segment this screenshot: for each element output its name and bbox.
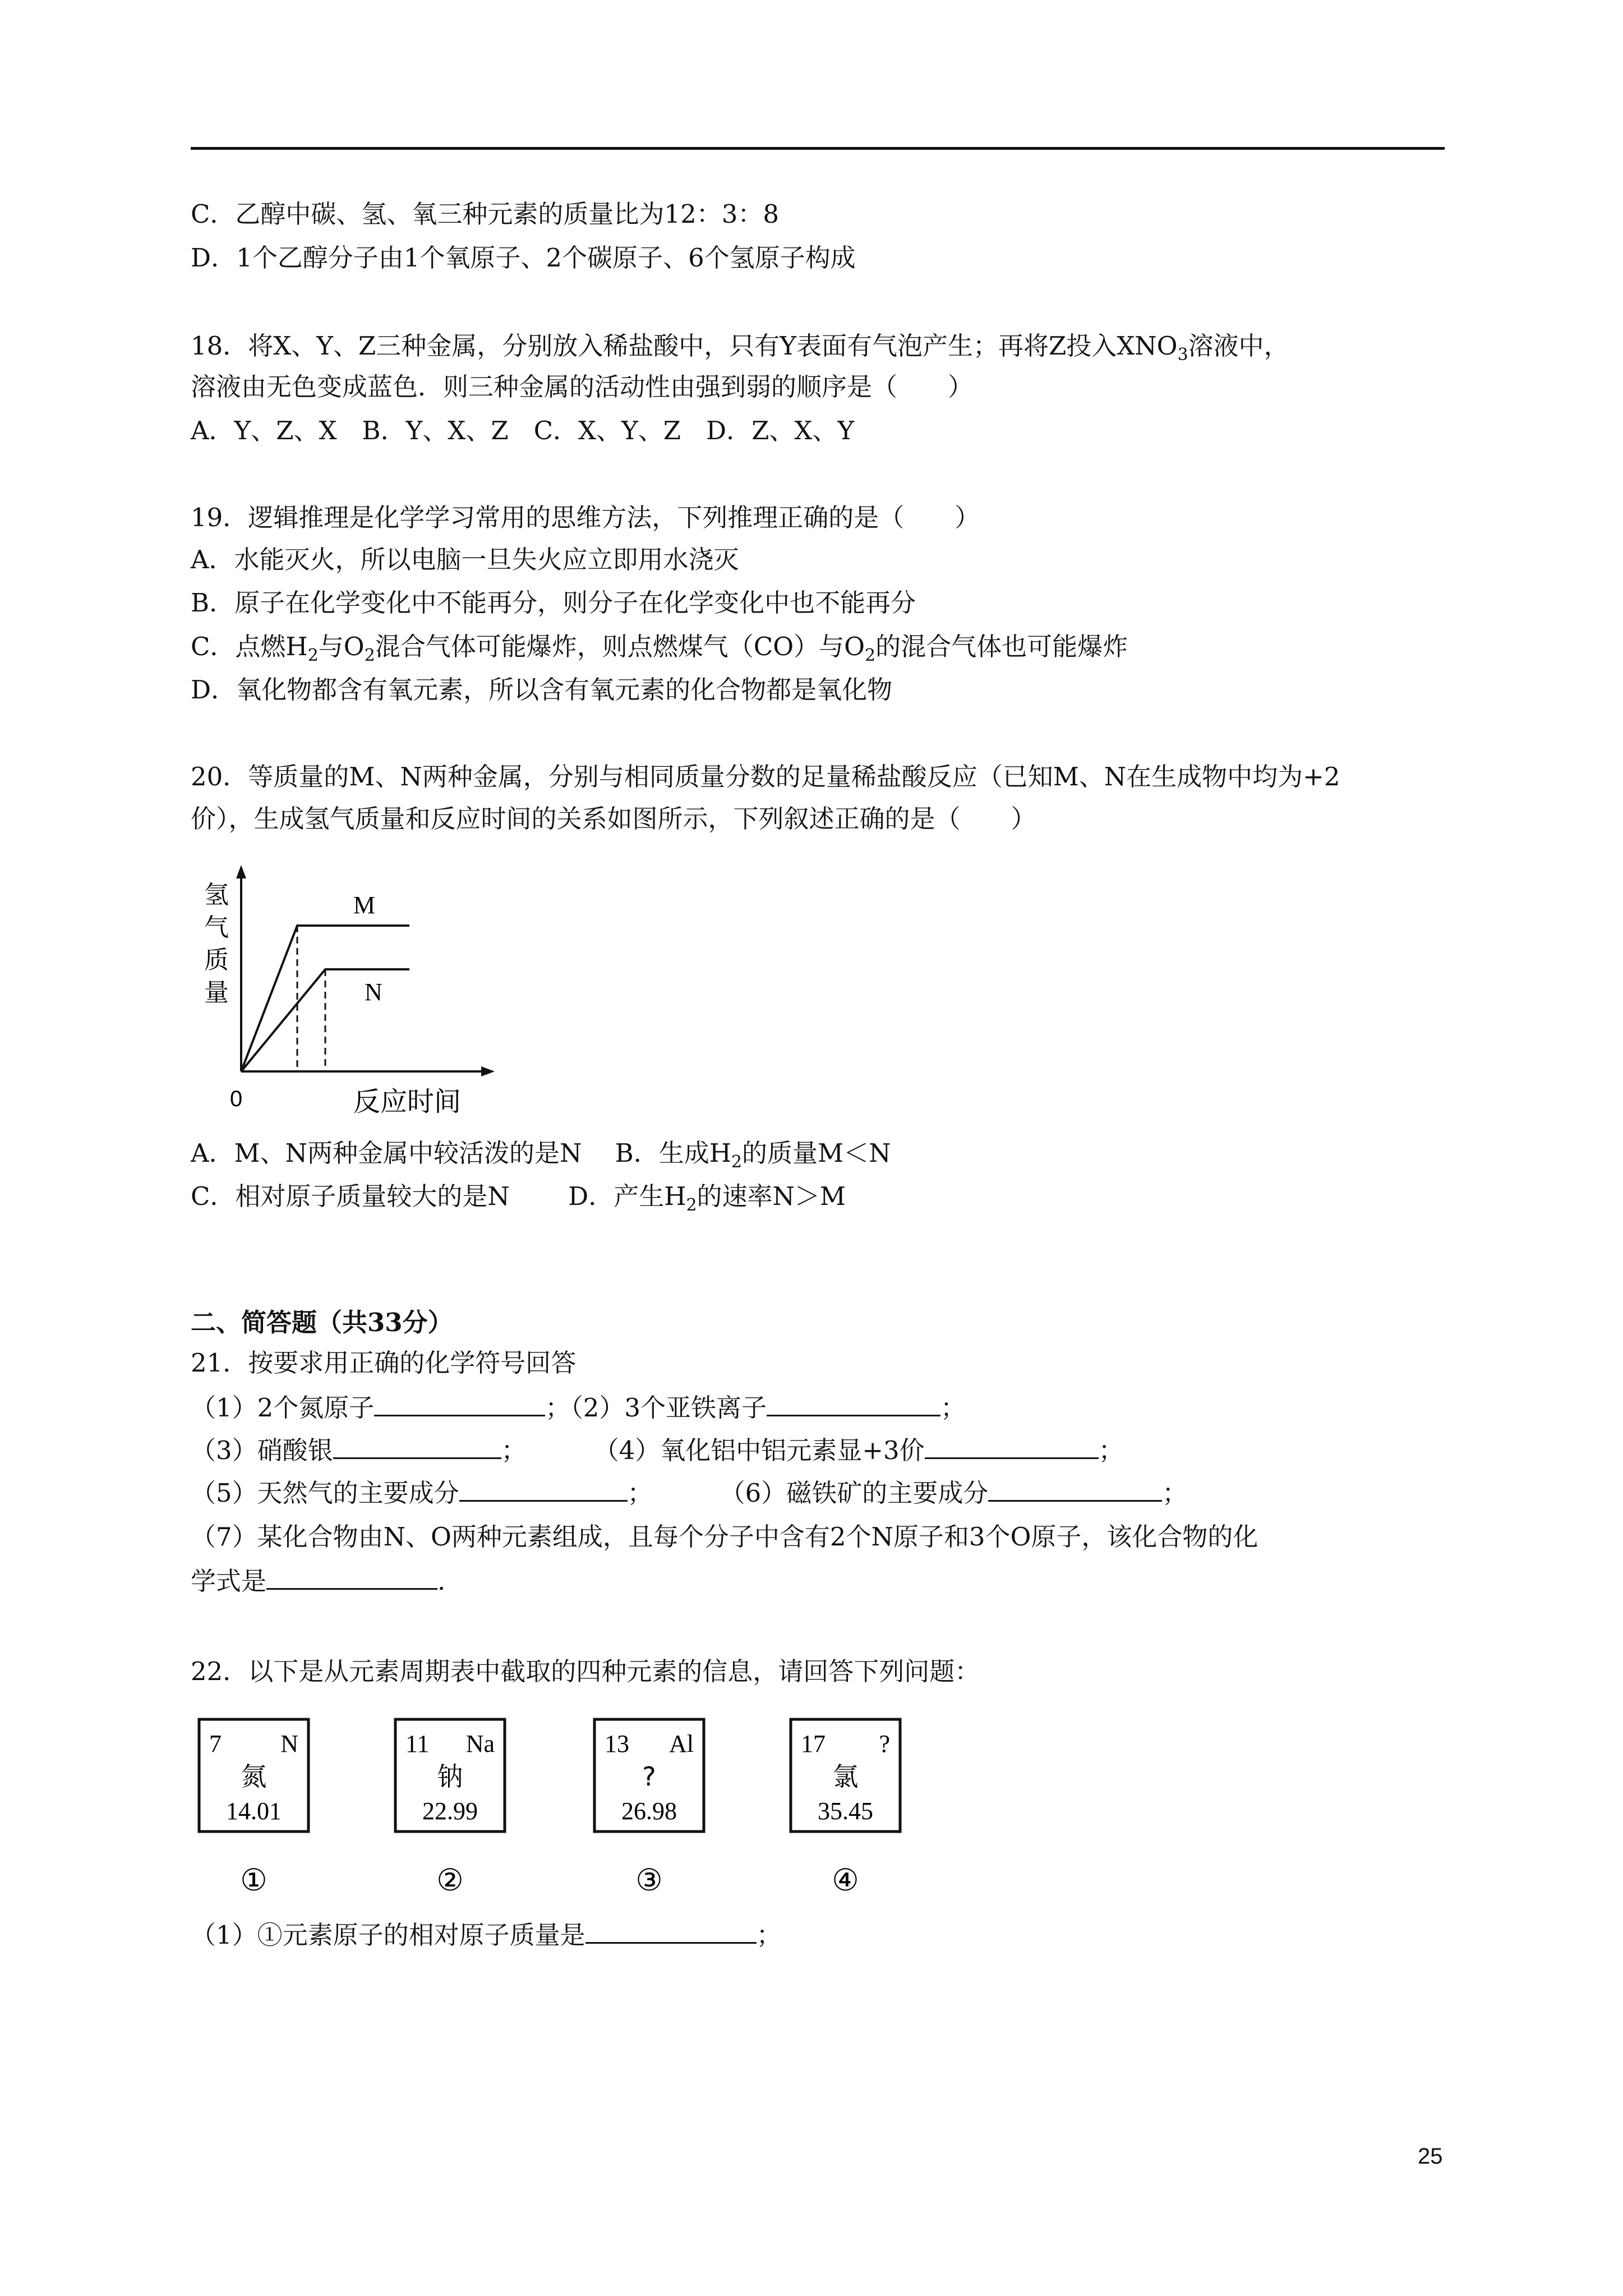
answer-blank-3[interactable] <box>333 1433 501 1459</box>
y-label-char-3: 质 <box>204 946 229 974</box>
element-tile-4 <box>791 1719 900 1898</box>
element-symbol: Na <box>465 1730 495 1757</box>
tile-label: ③ <box>635 1862 663 1898</box>
series-label-N: N <box>365 978 382 1006</box>
q22-stem: 22．以下是从元素周期表中截取的四种元素的信息，请回答下列问题： <box>191 1657 980 1686</box>
series-label-M: M <box>353 891 376 919</box>
element-name: 氮 <box>241 1761 267 1792</box>
q18-options: A．Y、Z、X B．Y、X、Z C．X、Y、Z D．Z、X、Y <box>191 416 855 445</box>
atomic-number: 13 <box>605 1730 629 1757</box>
tile-label: ① <box>240 1862 268 1898</box>
q18-stem-line1: 18．将X、Y、Z三种金属，分别放入稀盐酸中，只有Y表面有气泡产生；再将Z投入$XNO_3$溶液中， <box>191 331 1289 365</box>
atomic-mass: 22.99 <box>422 1797 478 1825</box>
q19-option-b: B．原子在化学变化中不能再分，则分子在化学变化中也不能再分 <box>191 588 916 618</box>
page-number: 25 <box>1418 2144 1443 2169</box>
q20-stem-line1: 20．等质量的M、N两种金属，分别与相同质量分数的足量稀盐酸反应（已知M、N在生成物中均为+2 <box>191 762 1340 792</box>
origin-label: 0 <box>230 1087 243 1111</box>
q19-option-a: A．水能灭火，所以电脑一旦失火应立即用水浇灭 <box>191 545 739 574</box>
y-label-char-1: 氢 <box>204 881 229 909</box>
atomic-number: 11 <box>405 1730 430 1757</box>
atomic-mass: 14.01 <box>226 1797 282 1825</box>
q22-sub1: （1）①元素原子的相对原子质量是 ； <box>191 1917 782 1952</box>
q19-stem: 19．逻辑推理是化学学习常用的思维方法，下列推理正确的是（ ） <box>191 503 980 532</box>
element-tile-3 <box>594 1719 704 1898</box>
element-name: 氯 <box>832 1761 859 1792</box>
x-axis-arrow <box>481 1066 495 1076</box>
y-label-char-2: 气 <box>204 913 229 942</box>
answer-blank-4[interactable] <box>925 1433 1099 1459</box>
q20-options-cd: C．相对原子质量较大的是N D．产生$H_2$的速率N＞M <box>191 1181 846 1215</box>
section-title: 二、简答题（共33分） <box>191 1308 453 1337</box>
answer-blank-8[interactable] <box>585 1917 757 1944</box>
y-axis-arrow <box>236 865 246 878</box>
q20-stem-line2: 价），生成氢气质量和反应时间的关系如图所示，下列叙述正确的是（ ） <box>191 804 1036 834</box>
atomic-number: 7 <box>209 1730 222 1757</box>
q17-option-d: D．1个乙醇分子由1个氧原子、2个碳原子、6个氢原子构成 <box>191 243 856 273</box>
tile-label: ④ <box>832 1862 859 1898</box>
hydrogen-mass-graph <box>185 858 499 1128</box>
element-tiles <box>185 1705 970 1907</box>
atomic-mass: 26.98 <box>621 1797 677 1825</box>
x-label: 反应时间 <box>353 1086 462 1117</box>
q21-stem: 21．按要求用正确的化学符号回答 <box>191 1348 577 1378</box>
q21-line3: （5）天然气的主要成分 ； （6）磁铁矿的主要成分 ； <box>191 1475 1187 1510</box>
q21-line5: 学式是 . <box>191 1563 445 1598</box>
element-symbol: N <box>280 1730 298 1757</box>
header-rule <box>191 147 1445 150</box>
element-symbol: ? <box>879 1730 890 1757</box>
element-tile-2 <box>395 1719 505 1898</box>
element-name: 钠 <box>437 1761 463 1792</box>
tile-label: ② <box>436 1862 464 1898</box>
answer-blank-1[interactable] <box>374 1390 545 1416</box>
answer-blank-5[interactable] <box>459 1475 628 1502</box>
element-tile-1 <box>199 1719 308 1898</box>
q18-stem-line2: 溶液由无色变成蓝色．则三种金属的活动性由强到弱的顺序是（ ） <box>191 372 974 402</box>
q17-option-c: C．乙醇中碳、氢、氧三种元素的质量比为12：3：8 <box>191 199 779 229</box>
y-label-char-4: 量 <box>204 978 229 1007</box>
answer-blank-2[interactable] <box>767 1390 940 1416</box>
atomic-number: 17 <box>801 1730 826 1757</box>
q21-line2: （3）硝酸银 ； （4）氧化铝中铝元素显+3价 ； <box>191 1433 1124 1467</box>
q21-line4: （7）某化合物由N、O两种元素组成，且每个分子中含有2个N原子和3个O原子，该化合物的化 <box>191 1522 1258 1552</box>
answer-blank-7[interactable] <box>266 1563 437 1590</box>
q20-options-ab: A．M、N两种金属中较活泼的是N B．生成$H_2$的质量M＜N <box>191 1138 891 1172</box>
q21-line1: （1）2个氮原子 ；（2）3个亚铁离子 ； <box>191 1390 966 1425</box>
answer-blank-6[interactable] <box>988 1475 1162 1502</box>
q19-option-d: D．氧化物都含有氧元素，所以含有氧元素的化合物都是氧化物 <box>191 675 893 705</box>
q19-option-c: C．点燃$H_2$与$O_2$混合气体可能爆炸，则点燃煤气（CO）与$O_2$的混合气体也可能爆炸 <box>191 632 1128 665</box>
atomic-mass: 35.45 <box>818 1797 873 1825</box>
element-symbol: Al <box>669 1730 694 1757</box>
element-name: ? <box>642 1761 656 1792</box>
